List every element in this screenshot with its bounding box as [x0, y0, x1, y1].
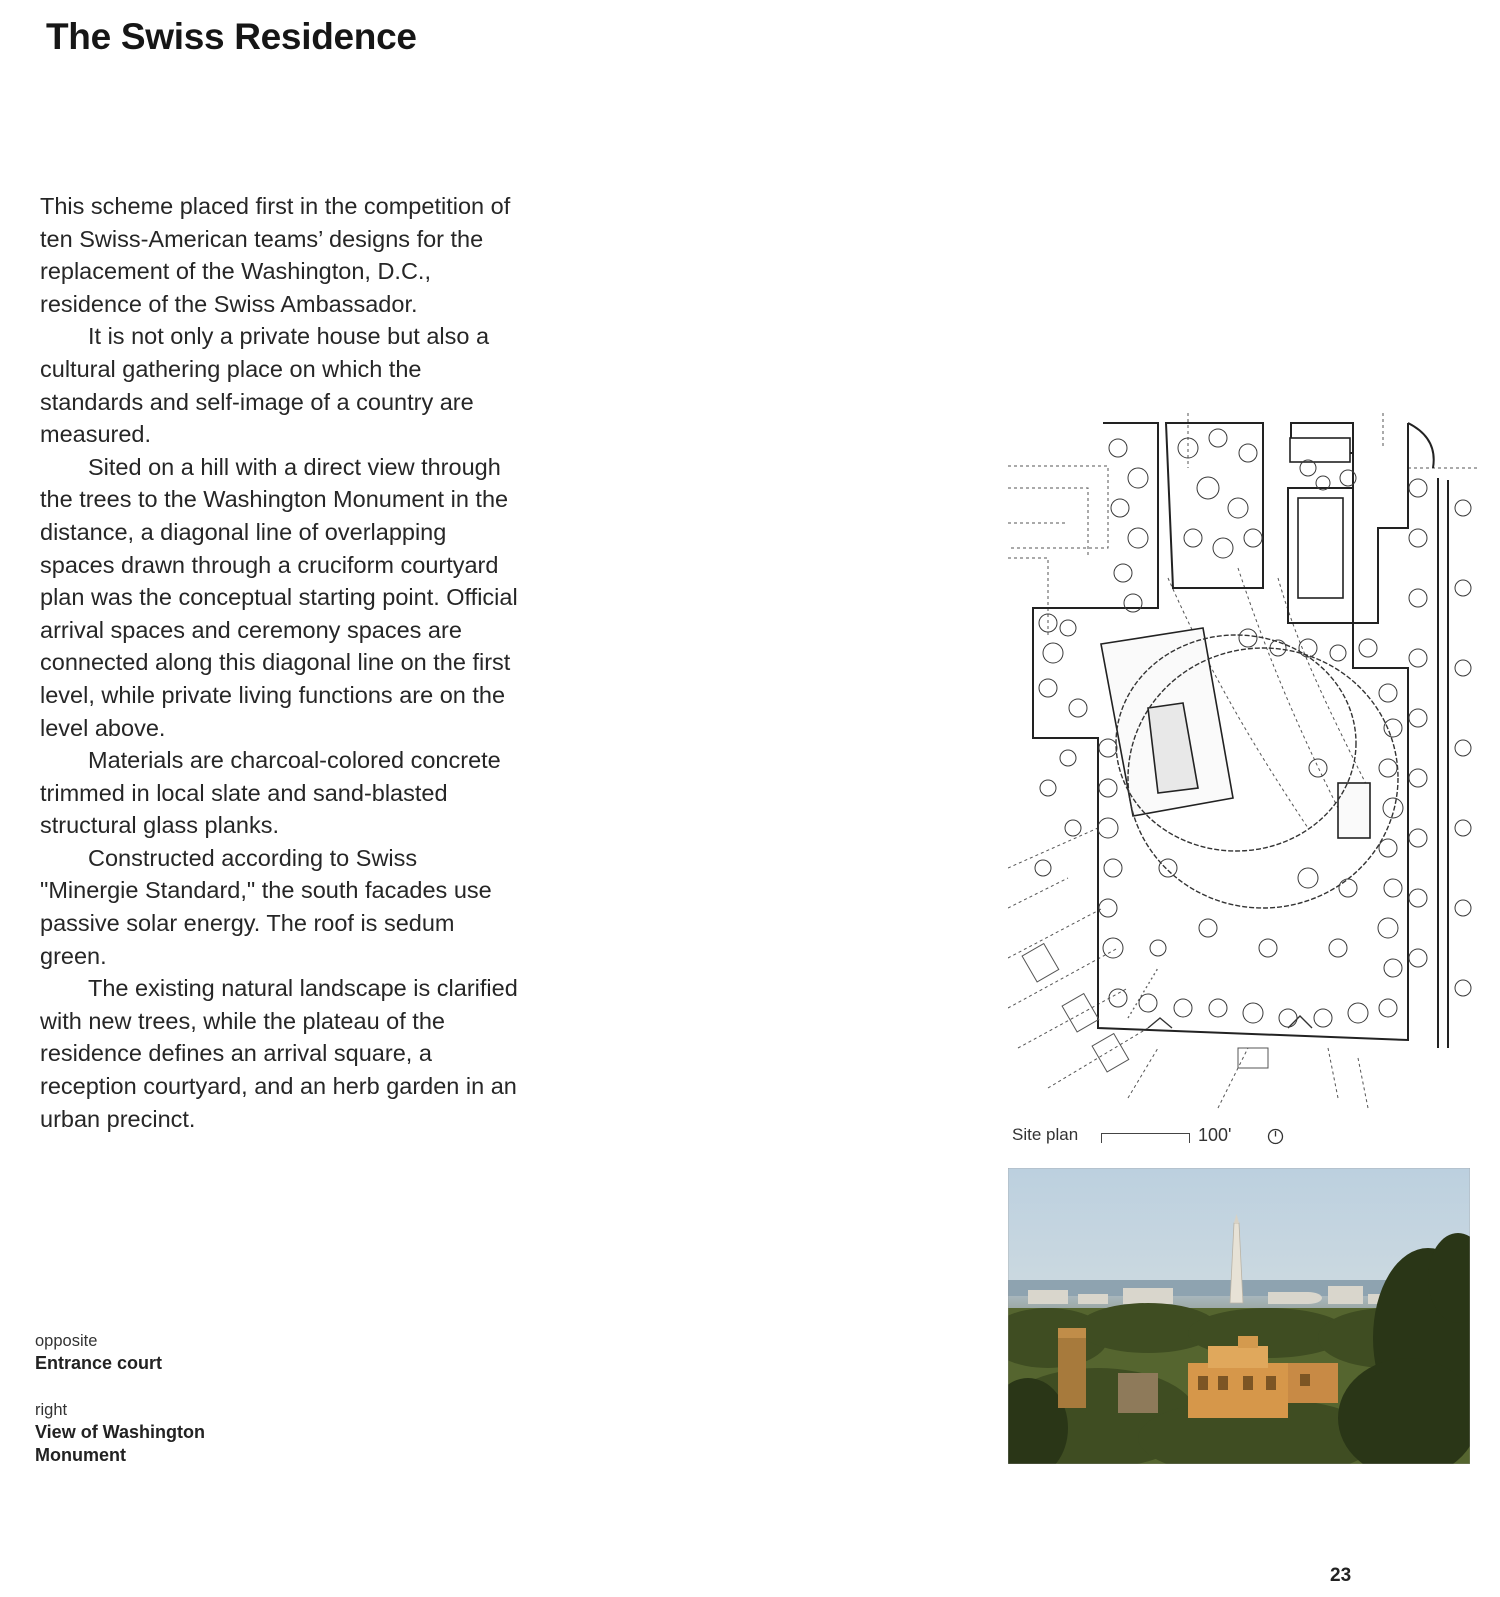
- scale-value: 100': [1198, 1125, 1232, 1145]
- paragraph: The existing natural landscape is clarified with new trees, while the plateau of the residence defines an arrival square, a reception courtyard, and an herb garden in an urban precinct.: [40, 975, 518, 1132]
- site-plan-label: Site plan: [1012, 1125, 1079, 1144]
- site-plan-drawing: [1008, 408, 1478, 1113]
- article-body: [40, 190, 520, 1135]
- north-arrow-icon: [1267, 1128, 1284, 1145]
- caption-right: [35, 1399, 225, 1467]
- caption-direction: opposite: [35, 1332, 98, 1350]
- caption-opposite: [35, 1330, 225, 1375]
- caption-title: View of Washington Monument: [35, 1422, 205, 1465]
- caption-direction: right: [35, 1401, 68, 1419]
- paragraph: It is not only a private house but also a cultural gathering place on which the standards and self-image of a country are measured.: [40, 323, 490, 448]
- paragraph: Materials are charcoal-colored concrete trimmed in local slate and sand-blasted structural glass planks.: [40, 747, 501, 839]
- site-plan-caption: [1012, 1120, 1312, 1150]
- paragraph: Constructed according to Swiss "Minergie Standard," the south facades use passive solar energy. The roof is sedum green.: [40, 844, 492, 969]
- page-number: 23: [1330, 1565, 1352, 1586]
- paragraph: Sited on a hill with a direct view through the trees to the Washington Monument in the distance, a diagonal line of overlapping spaces drawn through a cruciform courtyard plan was the conceptual starting point. Official arrival spaces and ceremony spaces are connected along this diagonal line on the first level, while private living functions are on the level above.: [40, 453, 518, 741]
- paragraph: This scheme placed first in the competition of ten Swiss-American teams’ designs for the replacement of the Washington, D.C., residence of the Swiss Ambassador.: [40, 193, 511, 317]
- monument-view-photo: [1008, 1168, 1470, 1464]
- scale-bar: [1101, 1133, 1190, 1143]
- caption-title: Entrance court: [35, 1353, 163, 1373]
- photo-captions: [35, 1330, 225, 1491]
- page-title: The Swiss Residence: [46, 16, 417, 57]
